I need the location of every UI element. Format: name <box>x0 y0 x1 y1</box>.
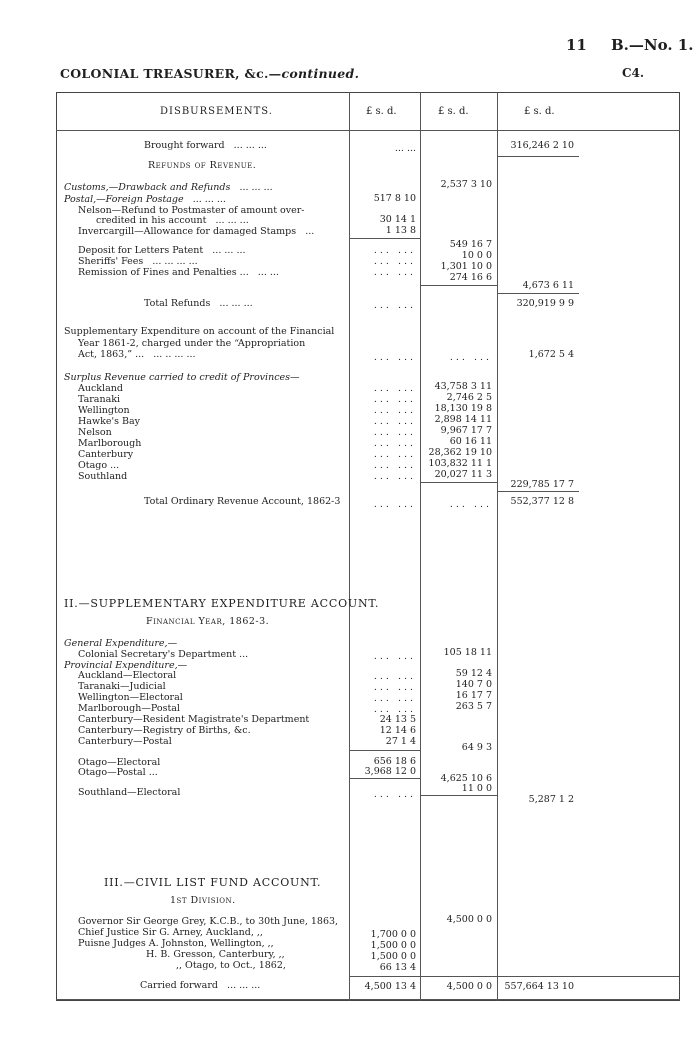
line-label: Puisne Judges A. Johnston, Wellington, ,, <box>78 938 274 949</box>
line-amount: ... ... <box>373 416 416 427</box>
line-amount: 103,832 11 1 <box>428 458 492 469</box>
column-rule <box>349 92 350 1001</box>
line-label: Auckland—Electoral <box>78 670 177 681</box>
line-amount: 4,625 10 6 <box>440 773 492 784</box>
subtotal-rule <box>497 156 579 157</box>
province-label: Nelson <box>78 427 112 438</box>
running-title-continued: continued. <box>281 66 360 81</box>
line-label: Colonial Secretary's Department ... <box>78 649 249 660</box>
line-amount: ... ... <box>373 693 416 704</box>
section-heading-supplementary: II.—SUPPLEMENTARY EXPENDITURE ACCOUNT. <box>64 597 380 610</box>
line-label: Marlborough—Postal <box>78 703 180 714</box>
line-amount: 4,500 0 0 <box>446 981 492 992</box>
line-label: Supplementary Expenditure on account of the Financial <box>64 326 335 337</box>
line-amount: ... ... <box>373 405 416 416</box>
line-amount: 1,500 0 0 <box>370 940 416 951</box>
line-amount: ... ... <box>373 300 416 311</box>
line-amount: ... ... <box>449 499 492 510</box>
column-header-disbursements: DISBURSEMENTS. <box>160 106 273 117</box>
line-label: credited in his account ... ... ... <box>96 215 249 226</box>
province-label: Hawke's Bay <box>78 416 140 427</box>
subtotal-rule <box>349 750 420 751</box>
corner-mark: C4. <box>622 66 645 80</box>
line-label: Otago—Postal ... <box>78 767 158 778</box>
line-amount: 28,362 19 10 <box>428 447 492 458</box>
line-label: Total Ordinary Revenue Account, 1862-3 <box>144 496 341 507</box>
line-amount: 140 7 0 <box>455 679 492 690</box>
column-header-1: £ s. d. <box>366 106 397 117</box>
line-amount: ... ... <box>373 394 416 405</box>
line-amount: 656 18 6 <box>373 756 416 767</box>
line-amount: 60 16 11 <box>449 436 492 447</box>
line-label: Postal,—Foreign Postage ... ... ... <box>64 194 226 205</box>
line-amount: 11 0 0 <box>461 783 492 794</box>
carried-forward-rule <box>349 976 679 977</box>
line-amount: 27 1 4 <box>385 736 416 747</box>
line-label: Act, 1863,” ... ... .. ... ... <box>78 349 196 360</box>
line-amount: 3,968 12 0 <box>364 766 416 777</box>
subheading-refunds: Refunds of Revenue. <box>148 160 257 171</box>
column-rule <box>420 92 421 1001</box>
running-title-main: COLONIAL TREASURER, &c.— <box>60 66 282 81</box>
line-label: Year 1861-2, charged under the “Appropriation <box>78 338 306 349</box>
line-amount: ... ... <box>373 651 416 662</box>
subtotal-rule <box>497 293 579 294</box>
province-label: Canterbury <box>78 449 134 460</box>
province-label: Auckland <box>78 383 123 394</box>
line-amount: 30 14 1 <box>379 214 416 225</box>
line-label: Carried forward ... ... ... <box>140 980 261 991</box>
line-amount: 18,130 19 8 <box>434 403 492 414</box>
line-amount: 16 17 7 <box>455 690 492 701</box>
line-amount: 1,500 0 0 <box>370 951 416 962</box>
line-amount: 263 5 7 <box>455 701 492 712</box>
line-label: Taranaki—Judicial <box>78 681 166 692</box>
line-label: Canterbury—Resident Magistrate's Department <box>78 714 310 725</box>
column-header-2: £ s. d. <box>438 106 469 117</box>
line-label: General Expenditure,— <box>64 638 178 649</box>
page-number: 11 <box>566 36 587 54</box>
province-label: Southland <box>78 471 128 482</box>
line-amount: ... ... <box>373 460 416 471</box>
line-label: Total Refunds ... ... ... <box>144 298 253 309</box>
line-amount: 557,664 13 10 <box>504 981 574 992</box>
line-label: Deposit for Letters Patent ... ... ... <box>78 245 246 256</box>
line-amount: 274 16 6 <box>449 272 492 283</box>
line-amount: 517 8 10 <box>373 193 416 204</box>
line-amount: 9,967 17 7 <box>440 425 492 436</box>
subtotal-rule <box>349 778 420 779</box>
line-label: H. B. Gresson, Canterbury, ,, <box>146 949 285 960</box>
line-amount: 2,537 3 10 <box>440 179 492 190</box>
subtotal-rule <box>420 285 497 286</box>
line-amount: 229,785 17 7 <box>510 479 574 490</box>
line-amount: 2,746 2 5 <box>446 392 492 403</box>
line-amount: 1,672 5 4 <box>528 349 574 360</box>
subtotal-rule <box>420 482 497 483</box>
line-label: Remission of Fines and Penalties ... ... ... <box>78 267 279 278</box>
province-label: Wellington <box>78 405 130 416</box>
subheading-division: 1st Division. <box>170 895 236 906</box>
line-amount: 4,673 6 11 <box>522 280 574 291</box>
footer-rule <box>56 999 680 1000</box>
line-amount: 43,758 3 11 <box>434 381 492 392</box>
line-amount: ... ... <box>373 352 416 363</box>
line-amount: 4,500 13 4 <box>364 981 416 992</box>
running-title <box>60 66 359 81</box>
line-label: Surplus Revenue carried to credit of Provinces— <box>64 372 300 383</box>
line-amount: ... ... <box>373 704 416 715</box>
column-header-3: £ s. d. <box>524 106 555 117</box>
line-amount: 12 14 6 <box>379 725 416 736</box>
line-label: Customs,—Drawback and Refunds ... ... ... <box>64 182 273 193</box>
column-rule <box>497 92 498 1001</box>
line-amount: ... ... <box>373 499 416 510</box>
line-amount: ... ... <box>449 352 492 363</box>
province-label: Otago ... <box>78 460 120 471</box>
line-label: Sheriffs' Fees ... ... ... ... <box>78 256 198 267</box>
line-amount: 20,027 11 3 <box>434 469 492 480</box>
document-reference: B.—No. 1. <box>611 36 694 54</box>
line-amount: 24 13 5 <box>379 714 416 725</box>
line-label: Chief Justice Sir G. Arney, Auckland, ,, <box>78 927 263 938</box>
line-amount: 552,377 12 8 <box>510 496 574 507</box>
subtotal-rule <box>349 238 420 239</box>
line-label: Brought forward ... ... ... <box>144 140 267 151</box>
line-amount: 1,700 0 0 <box>370 929 416 940</box>
line-amount: ... ... <box>373 789 416 800</box>
line-amount: ... ... <box>373 449 416 460</box>
line-amount: 1,301 10 0 <box>440 261 492 272</box>
header-rule <box>56 130 680 131</box>
line-amount: 105 18 11 <box>443 647 492 658</box>
line-amount: 320,919 9 9 <box>516 298 574 309</box>
line-amount: ... ... <box>373 427 416 438</box>
line-label: Canterbury—Postal <box>78 736 172 747</box>
line-amount: 1 13 8 <box>385 225 416 236</box>
line-label: ,, Otago, to Oct., 1862, <box>176 960 286 971</box>
line-amount: 66 13 4 <box>379 962 416 973</box>
line-label: Southland—Electoral <box>78 787 181 798</box>
subtotal-rule <box>497 491 579 492</box>
line-label: Nelson—Refund to Postmaster of amount over- <box>78 205 305 216</box>
line-label: Wellington—Electoral <box>78 692 183 703</box>
line-label: Governor Sir George Grey, K.C.B., to 30th June, 1863, <box>78 916 339 927</box>
line-amount: ... ... <box>373 383 416 394</box>
line-amount: ... ... <box>373 245 416 256</box>
line-amount: 5,287 1 2 <box>528 794 574 805</box>
line-amount: ... ... <box>373 471 416 482</box>
province-label: Taranaki <box>78 394 121 405</box>
line-label: Invercargill—Allowance for damaged Stamps ... <box>78 226 315 237</box>
line-amount: 316,246 2 10 <box>510 140 574 151</box>
line-label: Canterbury—Registry of Births, &c. <box>78 725 251 736</box>
line-amount: ... ... <box>373 671 416 682</box>
subtotal-rule <box>420 795 497 796</box>
line-amount: 549 16 7 <box>449 239 492 250</box>
line-amount: ... ... <box>394 143 416 154</box>
line-amount: ... ... <box>373 256 416 267</box>
line-label: Provincial Expenditure,— <box>64 660 188 671</box>
line-amount: ... ... <box>373 438 416 449</box>
line-amount: 2,898 14 11 <box>434 414 492 425</box>
subheading-financial-year: Financial Year, 1862-3. <box>146 616 270 627</box>
province-label: Marlborough <box>78 438 142 449</box>
line-amount: 59 12 4 <box>455 668 492 679</box>
line-amount: ... ... <box>373 682 416 693</box>
line-amount: 4,500 0 0 <box>446 914 492 925</box>
line-amount: 64 9 3 <box>461 742 492 753</box>
line-amount: ... ... <box>373 267 416 278</box>
line-label: Otago—Electoral <box>78 757 161 768</box>
line-amount: 10 0 0 <box>461 250 492 261</box>
section-heading-civil-list: III.—CIVIL LIST FUND ACCOUNT. <box>104 876 322 889</box>
